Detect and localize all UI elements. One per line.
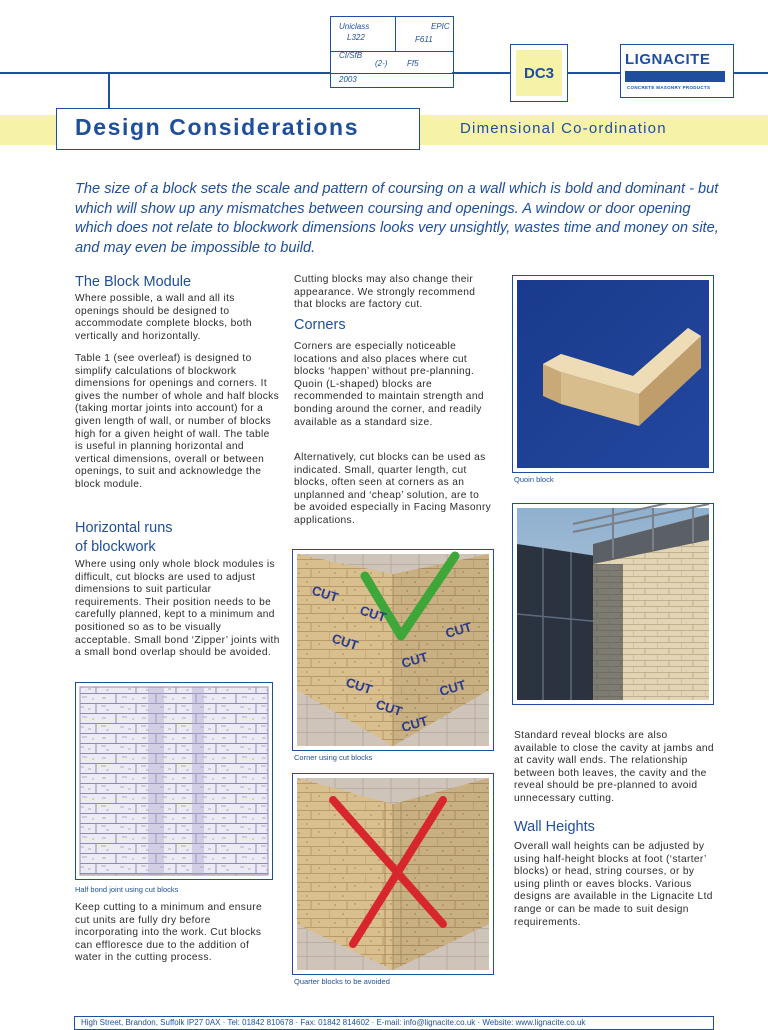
page-subtitle: Dimensional Co-ordination bbox=[460, 120, 667, 137]
year: 2003 bbox=[339, 75, 357, 84]
corners-p1: Corners are especially noticeable locations and also places where cut blocks ‘happen’ without pre-planning. Quoin (L-shaped) blocks are recommended to maintain strength and bonding around the corner, and readily available as a standard size. bbox=[294, 341, 484, 428]
cut-label: CUT bbox=[437, 677, 468, 699]
header-rule-right bbox=[732, 72, 768, 74]
footer-address: High Street, Brandon, Suffolk IP27 0AX · Tel: 01842 810678 · Fax: 01842 814602 · E-mail: info@lignacite.co.uk · Website: www.lignacite.co.uk bbox=[74, 1016, 714, 1030]
corner-cut-image bbox=[293, 550, 493, 750]
page-title: Design Considerations bbox=[75, 114, 360, 140]
quarter-blocks-figure bbox=[292, 773, 494, 975]
doc-code-box bbox=[510, 44, 568, 102]
uniclass-label: Uniclass bbox=[339, 22, 370, 31]
half-bond-caption: Half bond joint using cut blocks bbox=[75, 885, 179, 894]
intro-paragraph: The size of a block sets the scale and pattern of coursing on a wall which is bold and dominant - but which will show up any mismatches between coursing and openings. A window or door opening which does not relate to blockwork dimensions looks very unsightly, wastes time and money on site, and may even be impossible to build. bbox=[75, 181, 719, 256]
quarter-blocks-image bbox=[293, 774, 493, 974]
cisfb-code-1: (2-) bbox=[375, 59, 388, 68]
corners-heading: Corners bbox=[294, 317, 346, 333]
wall-heights-heading: Wall Heights bbox=[514, 819, 595, 835]
cut-label: CUT bbox=[330, 630, 361, 654]
header-rule-mid bbox=[452, 72, 510, 74]
cut-label: CUT bbox=[310, 582, 341, 606]
horizontal-runs-heading-2: of blockwork bbox=[75, 539, 156, 555]
block-module-heading: The Block Module bbox=[75, 274, 192, 290]
corner-cut-figure bbox=[292, 549, 494, 751]
epic-code: F611 bbox=[415, 35, 433, 44]
wall-heights-p1: Overall wall heights can be adjusted by using half-height blocks at foot (‘starter’ blocks) or head, string courses, or by using plinth or eaves blocks. Various designs are available in the Lignacite Ltd range or can be made to suit design requirements. bbox=[514, 841, 713, 928]
epic-label: EPIC bbox=[431, 22, 450, 31]
uniclass-code: L322 bbox=[347, 33, 365, 42]
building-photo-frame bbox=[512, 503, 714, 705]
cut-label: CUT bbox=[399, 649, 430, 671]
horizontal-runs-p1: Where using only whole block modules is difficult, cut blocks are used to adjust dimensions to suit particular requirements. Their position needs to be carefully planned, kept to a minimum and positioned so as to be visually acceptable. Small bond ‘Zipper’ joints with a small bond overlap should be avoided. bbox=[75, 559, 280, 659]
cut-label: CUT bbox=[358, 602, 389, 626]
cutting-text: Cutting blocks may also change their appearance. We strongly recommend that blocks are factory cut. bbox=[294, 274, 476, 311]
quarter-blocks-caption: Quarter blocks to be avoided bbox=[294, 977, 390, 986]
corner-cut-caption: Corner using cut blocks bbox=[294, 753, 373, 762]
classification-box bbox=[330, 16, 454, 88]
quoin-block-figure bbox=[512, 275, 714, 473]
building-photo bbox=[513, 504, 713, 704]
header-drop-line bbox=[108, 72, 110, 110]
horizontal-runs-heading-1: Horizontal runs bbox=[75, 520, 173, 536]
header-rule-mid2 bbox=[566, 72, 620, 74]
half-bond-figure bbox=[75, 682, 273, 880]
cut-label: CUT bbox=[443, 619, 474, 641]
cut-label: CUT bbox=[344, 674, 375, 698]
quoin-block-image bbox=[513, 276, 713, 472]
cisfb-label: CI/SfB bbox=[339, 51, 363, 60]
cisfb-code-2: Ff5 bbox=[407, 59, 419, 68]
reveal-blocks-text: Standard reveal blocks are also available to close the cavity at jambs and at cavity wall ends. The relationship between both leaves, the cavity and the reveal should be pre-planned to avoid unnecessary cutting. bbox=[514, 730, 714, 804]
quoin-block-caption: Quoin block bbox=[514, 475, 554, 484]
cut-label: CUT bbox=[399, 713, 430, 735]
block-module-p2: Table 1 (see overleaf) is designed to simplify calculations of blockwork dimensions for openings and corners. It gives the number of whole and half blocks (taking mortar joints into account) for a given length of wall, or number of blocks high for a given height of wall. The table is useful in planning horizontal and vertical dimensions, overall or between openings, to suit and acknowledge the block module. bbox=[75, 353, 280, 490]
half-bond-pattern bbox=[76, 683, 272, 879]
doc-code: DC3 bbox=[523, 64, 554, 82]
logo-tagline: CONCRETE MASONRY PRODUCTS bbox=[627, 85, 711, 90]
block-module-p1: Where possible, a wall and all its openings should be designed to accommodate complete blocks, both vertically and horizontally. bbox=[75, 293, 252, 342]
header-rule-left bbox=[0, 72, 330, 74]
logo-name: LIGNACITE bbox=[625, 51, 711, 68]
corners-p2: Alternatively, cut blocks can be used as indicated. Small, quarter length, cut blocks, often seen at corners as an unplanned and ‘cheap’ solution, are to be avoided especially in Facing Masonry applications. bbox=[294, 452, 492, 526]
cut-label: CUT bbox=[374, 696, 405, 720]
lignacite-logo bbox=[620, 44, 734, 98]
keep-cutting-text: Keep cutting to a minimum and ensure cut units are fully dry before incorporating into the work. Cut blocks can effloresce due to the addition of water in the cutting process. bbox=[75, 902, 263, 964]
